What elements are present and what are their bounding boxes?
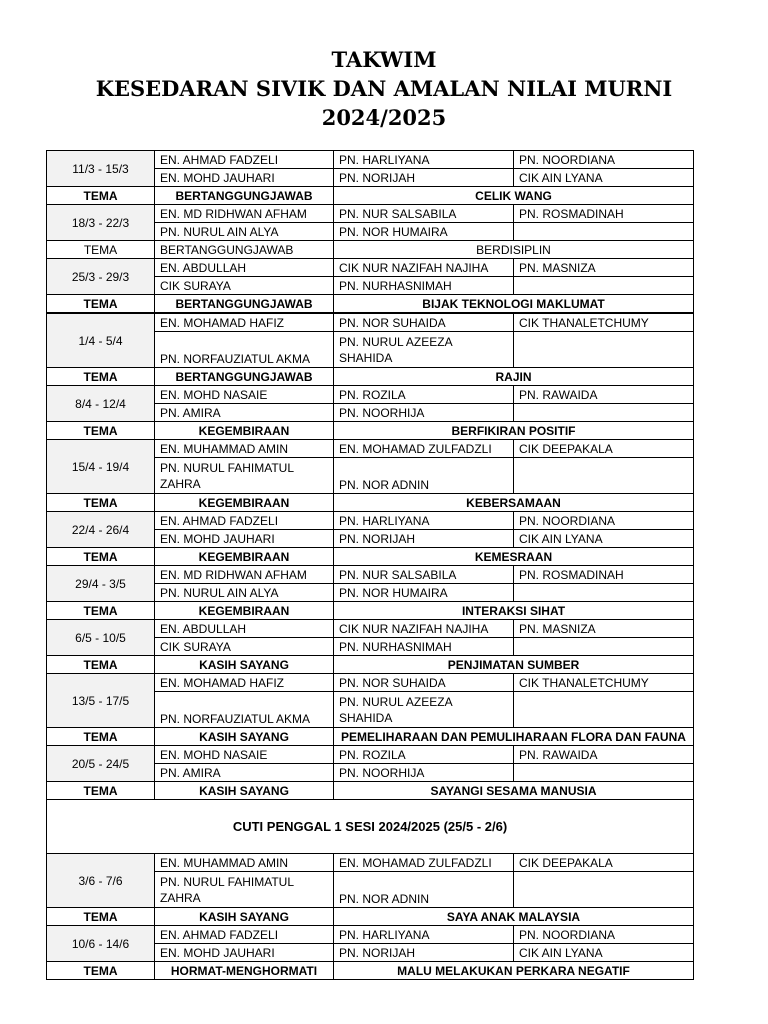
tema-main: BERTANGGUNGJAWAB (155, 187, 334, 205)
week-date: 11/3 - 15/3 (47, 151, 155, 187)
teacher-cell: CIK DEEPAKALA (514, 854, 694, 872)
teacher-cell: PN. NOR ADNIN (334, 458, 514, 494)
table-row (47, 205, 694, 223)
tema-label: TEMA (47, 908, 155, 926)
tema-label: TEMA (47, 548, 155, 566)
tema-value: KEMESRAAN (334, 548, 694, 566)
tema-label: TEMA (47, 728, 155, 746)
tema-main: KEGEMBIRAAN (155, 422, 334, 440)
tema-value: BERFIKIRAN POSITIF (334, 422, 694, 440)
teacher-cell: CIK SURAYA (155, 277, 334, 295)
teacher-cell (514, 764, 694, 782)
holiday-row (47, 800, 694, 854)
table-row (47, 620, 694, 638)
teacher-cell: CIK AIN LYANA (514, 530, 694, 548)
teacher-cell: PN. NURUL AZEEZA SHAHIDA (334, 692, 514, 728)
teacher-cell: EN. MOHAMAD ZULFADZLI (334, 440, 514, 458)
tema-label: TEMA (47, 295, 155, 314)
teacher-cell: PN. RAWAIDA (514, 746, 694, 764)
teacher-cell: PN. NURHASNIMAH (334, 277, 514, 295)
teacher-cell: PN. NOR ADNIN (334, 872, 514, 908)
tema-row (47, 728, 694, 746)
tema-main: KEGEMBIRAAN (155, 602, 334, 620)
tema-label: TEMA (47, 656, 155, 674)
tema-row (47, 656, 694, 674)
tema-value: MALU MELAKUKAN PERKARA NEGATIF (334, 962, 694, 980)
teacher-cell: CIK AIN LYANA (514, 169, 694, 187)
tema-row (47, 187, 694, 205)
tema-main: KASIH SAYANG (155, 728, 334, 746)
teacher-cell: CIK SURAYA (155, 638, 334, 656)
teacher-cell: PN. NOORDIANA (514, 512, 694, 530)
teacher-cell: CIK THANALETCHUMY (514, 313, 694, 332)
tema-row (47, 962, 694, 980)
table-row (47, 746, 694, 764)
tema-label: TEMA (47, 782, 155, 800)
teacher-cell: PN. NOORHIJA (334, 404, 514, 422)
teacher-cell: PN. NURUL FAHIMATUL ZAHRA (155, 458, 334, 494)
teacher-cell: PN. NOR SUHAIDA (334, 313, 514, 332)
schedule-table (46, 150, 694, 980)
title-line-3: 2024/2025 (321, 105, 447, 130)
tema-label: TEMA (47, 494, 155, 512)
teacher-cell: PN. ROZILA (334, 386, 514, 404)
week-date: 3/6 - 7/6 (47, 854, 155, 908)
tema-value: SAYA ANAK MALAYSIA (334, 908, 694, 926)
tema-main: BERTANGGUNGJAWAB (155, 295, 334, 314)
week-date: 22/4 - 26/4 (47, 512, 155, 548)
teacher-cell (514, 277, 694, 295)
teacher-cell: EN. MUHAMMAD AMIN (155, 440, 334, 458)
teacher-cell: PN. NURHASNIMAH (334, 638, 514, 656)
week-date: 8/4 - 12/4 (47, 386, 155, 422)
table-row (47, 386, 694, 404)
table-row (47, 926, 694, 944)
week-date: 18/3 - 22/3 (47, 205, 155, 241)
teacher-cell: EN. MOHD JAUHARI (155, 530, 334, 548)
title-line-2: KESEDARAN SIVIK DAN AMALAN NILAI MURNI (95, 76, 673, 101)
teacher-cell: EN. MD RIDHWAN AFHAM (155, 566, 334, 584)
table-row (47, 440, 694, 458)
page-title (0, 0, 768, 130)
teacher-cell: EN. AHMAD FADZELI (155, 512, 334, 530)
table-row (47, 674, 694, 692)
teacher-cell: PN. NURUL AIN ALYA (155, 223, 334, 241)
teacher-cell: PN. NORIJAH (334, 944, 514, 962)
tema-value: INTERAKSI SIHAT (334, 602, 694, 620)
teacher-cell: EN. MOHAMAD HAFIZ (155, 313, 334, 332)
tema-value: BERDISIPLIN (334, 241, 694, 259)
teacher-cell: PN. ROSMADINAH (514, 566, 694, 584)
tema-row (47, 368, 694, 386)
week-date: 1/4 - 5/4 (47, 313, 155, 368)
teacher-cell: EN. MOHD NASAIE (155, 386, 334, 404)
tema-value: SAYANGI SESAMA MANUSIA (334, 782, 694, 800)
tema-main: BERTANGGUNGJAWAB (155, 368, 334, 386)
tema-row (47, 602, 694, 620)
teacher-cell: PN. NOORDIANA (514, 926, 694, 944)
tema-label: TEMA (47, 422, 155, 440)
tema-label: TEMA (47, 962, 155, 980)
teacher-cell: PN. NORIJAH (334, 169, 514, 187)
teacher-cell: PN. NURUL AZEEZA SHAHIDA (334, 332, 514, 368)
tema-main: BERTANGGUNGJAWAB (155, 241, 334, 259)
week-date: 20/5 - 24/5 (47, 746, 155, 782)
week-date: 6/5 - 10/5 (47, 620, 155, 656)
tema-row (47, 295, 694, 314)
teacher-cell: EN. MOHD NASAIE (155, 746, 334, 764)
tema-value: KEBERSAMAAN (334, 494, 694, 512)
teacher-cell: PN. NUR SALSABILA (334, 566, 514, 584)
tema-row (47, 548, 694, 566)
teacher-cell: PN. NOORHIJA (334, 764, 514, 782)
tema-label: TEMA (47, 368, 155, 386)
table-row (47, 259, 694, 277)
tema-row (47, 782, 694, 800)
tema-main: KEGEMBIRAAN (155, 494, 334, 512)
teacher-cell: EN. MOHAMAD HAFIZ (155, 674, 334, 692)
teacher-cell: CIK AIN LYANA (514, 944, 694, 962)
teacher-cell: PN. NURUL FAHIMATUL ZAHRA (155, 872, 334, 908)
table-row (47, 151, 694, 169)
week-date: 13/5 - 17/5 (47, 674, 155, 728)
teacher-cell: PN. AMIRA (155, 404, 334, 422)
table-row (47, 512, 694, 530)
teacher-cell: PN. HARLIYANA (334, 151, 514, 169)
title-line-1: TAKWIM (331, 47, 437, 72)
tema-value: PENJIMATAN SUMBER (334, 656, 694, 674)
teacher-cell (514, 584, 694, 602)
teacher-cell: EN. ABDULLAH (155, 620, 334, 638)
tema-row (47, 241, 694, 259)
teacher-cell (514, 692, 694, 728)
teacher-cell: PN. NOR HUMAIRA (334, 584, 514, 602)
tema-main: KASIH SAYANG (155, 782, 334, 800)
tema-row (47, 422, 694, 440)
table-row (47, 854, 694, 872)
holiday-note: CUTI PENGGAL 1 SESI 2024/2025 (25/5 - 2/6) (47, 800, 694, 854)
teacher-cell: PN. MASNIZA (514, 259, 694, 277)
tema-main: KASIH SAYANG (155, 908, 334, 926)
teacher-cell: PN. NUR SALSABILA (334, 205, 514, 223)
teacher-cell: CIK NUR NAZIFAH NAJIHA (334, 620, 514, 638)
teacher-cell: CIK THANALETCHUMY (514, 674, 694, 692)
teacher-cell: EN. MD RIDHWAN AFHAM (155, 205, 334, 223)
teacher-cell: CIK DEEPAKALA (514, 440, 694, 458)
teacher-cell: PN. NOR HUMAIRA (334, 223, 514, 241)
teacher-cell: PN. AMIRA (155, 764, 334, 782)
teacher-cell (514, 458, 694, 494)
teacher-cell: PN. NORIJAH (334, 530, 514, 548)
tema-main: KASIH SAYANG (155, 656, 334, 674)
tema-main: KEGEMBIRAAN (155, 548, 334, 566)
teacher-cell (514, 404, 694, 422)
week-date: 25/3 - 29/3 (47, 259, 155, 295)
week-date: 15/4 - 19/4 (47, 440, 155, 494)
teacher-cell: EN. MOHD JAUHARI (155, 944, 334, 962)
teacher-cell: CIK NUR NAZIFAH NAJIHA (334, 259, 514, 277)
tema-main: HORMAT-MENGHORMATI (155, 962, 334, 980)
teacher-cell (514, 332, 694, 368)
teacher-cell (514, 872, 694, 908)
teacher-cell: PN. NORFAUZIATUL AKMA (155, 692, 334, 728)
teacher-cell: PN. NORFAUZIATUL AKMA (155, 332, 334, 368)
teacher-cell: PN. RAWAIDA (514, 386, 694, 404)
tema-value: RAJIN (334, 368, 694, 386)
teacher-cell: PN. NOORDIANA (514, 151, 694, 169)
teacher-cell: PN. MASNIZA (514, 620, 694, 638)
tema-row (47, 908, 694, 926)
teacher-cell: PN. ROSMADINAH (514, 205, 694, 223)
teacher-cell: EN. MUHAMMAD AMIN (155, 854, 334, 872)
week-date: 10/6 - 14/6 (47, 926, 155, 962)
week-date: 29/4 - 3/5 (47, 566, 155, 602)
teacher-cell: PN. HARLIYANA (334, 926, 514, 944)
teacher-cell: EN. ABDULLAH (155, 259, 334, 277)
tema-label: TEMA (47, 602, 155, 620)
teacher-cell: EN. AHMAD FADZELI (155, 151, 334, 169)
teacher-cell: PN. NOR SUHAIDA (334, 674, 514, 692)
tema-value: CELIK WANG (334, 187, 694, 205)
table-row (47, 313, 694, 332)
tema-row (47, 494, 694, 512)
teacher-cell (514, 638, 694, 656)
teacher-cell: EN. MOHD JAUHARI (155, 169, 334, 187)
table-row (47, 566, 694, 584)
tema-value: BIJAK TEKNOLOGI MAKLUMAT (334, 295, 694, 314)
teacher-cell: EN. MOHAMAD ZULFADZLI (334, 854, 514, 872)
teacher-cell: PN. HARLIYANA (334, 512, 514, 530)
teacher-cell (514, 223, 694, 241)
tema-value: PEMELIHARAAN DAN PEMULIHARAAN FLORA DAN FAUNA (334, 728, 694, 746)
tema-label: TEMA (47, 241, 155, 259)
teacher-cell: EN. AHMAD FADZELI (155, 926, 334, 944)
teacher-cell: PN. NURUL AIN ALYA (155, 584, 334, 602)
teacher-cell: PN. ROZILA (334, 746, 514, 764)
tema-label: TEMA (47, 187, 155, 205)
